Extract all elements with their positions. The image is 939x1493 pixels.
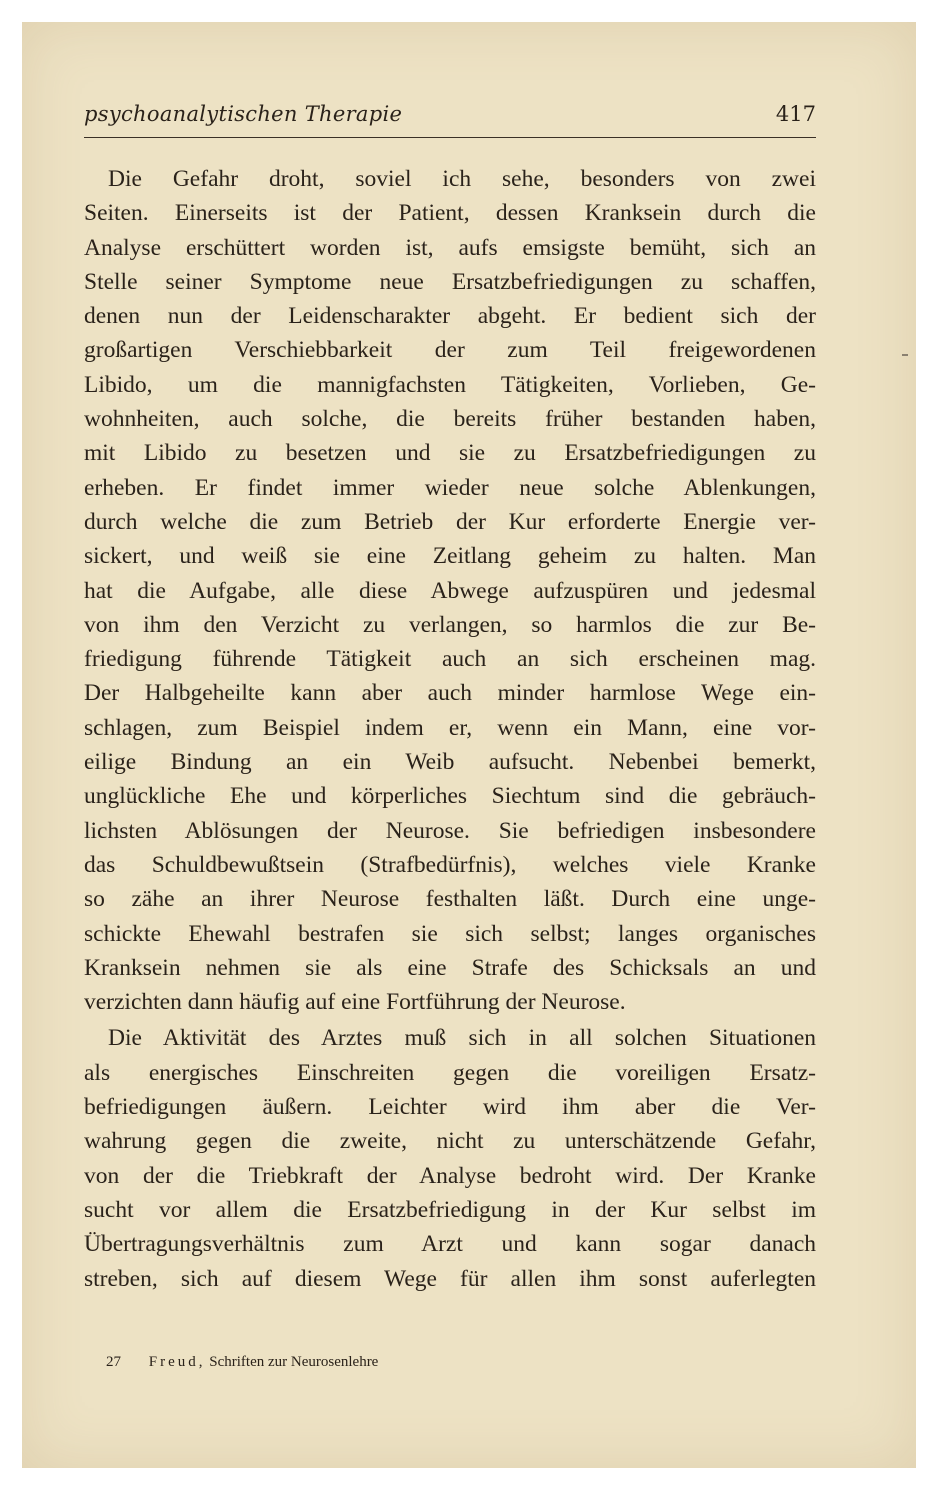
text-line: Analyse erschüttert worden ist, aufs emsigste bemüht, sich an — [84, 234, 816, 261]
page-number: 417 — [775, 102, 816, 126]
text-line: erheben. Er findet immer wieder neue solche Ablenkungen, — [84, 474, 816, 501]
text-line: denen nun der Leidenscharakter abgeht. Er bedient sich der — [84, 303, 816, 330]
book-page — [22, 22, 916, 1468]
text-line: das Schuldbewußtsein (Strafbedürfnis), welches viele Kranke — [84, 851, 816, 878]
paragraph-1 — [84, 162, 816, 1019]
paragraph-2 — [84, 1021, 816, 1295]
text-line: lichsten Ablösungen der Neurose. Sie befriedigen insbesondere — [84, 817, 816, 844]
text-line: mit Libido zu besetzen und sie zu Ersatzbefriedigungen zu — [84, 440, 816, 467]
text-line: befriedigungen äußern. Leichter wird ihm aber die Ver- — [84, 1094, 816, 1121]
text-line: eilige Bindung an ein Weib aufsucht. Nebenbei bemerkt, — [84, 749, 816, 776]
text-line: unglückliche Ehe und körperliches Siechtum sind die gebräuch- — [84, 783, 816, 810]
running-title: psychoanalytischen Therapie — [84, 102, 403, 126]
text-line: Kranksein nehmen sie als eine Strafe des Schicksals an und — [84, 954, 816, 981]
text-line: von ihm den Verzicht zu verlangen, so harmlos die zur Be- — [84, 611, 816, 638]
body-text — [84, 162, 816, 1296]
text-line: durch welche die zum Betrieb der Kur erforderte Energie ver- — [84, 508, 816, 535]
text-line: von der die Triebkraft der Analyse bedroht wird. Der Kranke — [84, 1162, 816, 1189]
text-line: verzichten dann häufig auf eine Fortführung der Neurose. — [84, 989, 626, 1016]
text-line: so zähe an ihrer Neurose festhalten läßt. Durch eine unge- — [84, 886, 816, 913]
text-line: Übertragungsverhältnis zum Arzt und kann sogar danach — [84, 1231, 816, 1258]
text-line: sickert, und weiß sie eine Zeitlang geheim zu halten. Man — [84, 543, 816, 570]
text-line: wohnheiten, auch solche, die bereits früher bestanden haben, — [84, 406, 816, 433]
text-line: schickte Ehewahl bestrafen sie sich selbst; langes organisches — [84, 920, 816, 947]
text-line: Die Gefahr droht, soviel ich sehe, besonders von zwei — [108, 166, 816, 192]
text-line: wahrung gegen die zweite, nicht zu unterschätzende Gefahr, — [84, 1128, 816, 1155]
page-footer — [106, 1354, 378, 1371]
header-rule — [84, 137, 816, 138]
text-line: hat die Aufgabe, alle diese Abwege aufzuspüren und jedesmal — [84, 577, 816, 604]
margin-mark — [902, 354, 908, 356]
text-line: Stelle seiner Symptome neue Ersatzbefriedigungen zu schaffen, — [84, 268, 816, 295]
text-line: sucht vor allem die Ersatzbefriedigung in der Kur selbst im — [84, 1196, 816, 1223]
signature-mark: 27 — [106, 1354, 121, 1370]
text-line: friedigung führende Tätigkeit auch an sich erscheinen mag. — [84, 646, 816, 673]
text-line: Seiten. Einerseits ist der Patient, dessen Kranksein durch die — [84, 200, 816, 227]
text-line: streben, sich auf diesem Wege für allen ihm sonst auferlegten — [84, 1265, 816, 1292]
text-line: Libido, um die mannigfachsten Tätigkeiten, Vorlieben, Ge- — [84, 371, 816, 398]
footer-title: Schriften zur Neurosenlehre — [209, 1354, 379, 1370]
page-header — [84, 102, 816, 132]
text-line: großartigen Verschiebbarkeit der zum Teil freigewordenen — [84, 337, 816, 364]
footer-author: Freud, — [148, 1354, 206, 1370]
text-line: Der Halbgeheilte kann aber auch minder harmlose Wege ein- — [84, 680, 816, 707]
text-line: schlagen, zum Beispiel indem er, wenn ein Mann, eine vor- — [84, 714, 816, 741]
text-line: als energisches Einschreiten gegen die voreiligen Ersatz- — [84, 1059, 816, 1086]
text-line: Die Aktivität des Arztes muß sich in all solchen Situationen — [108, 1025, 816, 1052]
